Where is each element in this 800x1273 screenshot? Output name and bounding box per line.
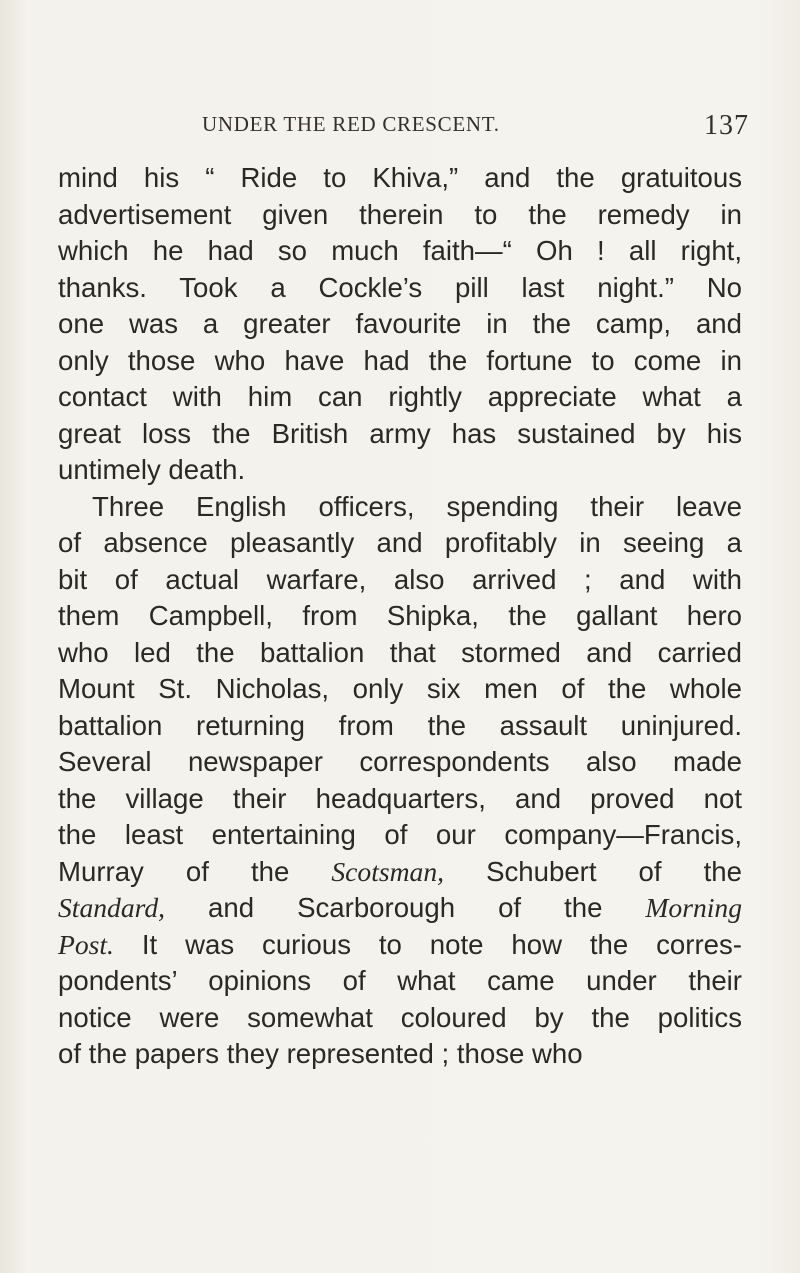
page-number: 137 [704, 110, 749, 141]
italic-title: Standard, [58, 892, 166, 923]
italic-title: Post. [58, 928, 114, 960]
text-line: which he had so much faith—“ Oh ! all right, [58, 235, 742, 266]
running-head: UNDER THE RED CRESCENT. [202, 112, 500, 136]
italic-title: Scotsman, [331, 855, 445, 887]
paragraph-first-line: Three English officers, spending their leave [92, 490, 742, 522]
text-run: and Scarborough of the [165, 892, 646, 923]
text-line: battalion returning from the assault uninjured. [58, 709, 742, 741]
text-line: them Campbell, from Shipka, the gallant hero [58, 600, 742, 631]
text-line: only those who have had the fortune to come in [58, 344, 742, 376]
text-line: Mount St. Nicholas, only six men of the whole [58, 673, 742, 704]
text-run: Schubert of the [444, 855, 742, 887]
text-line: pondents’ opinions of what came under their [58, 965, 742, 996]
text-line [58, 890, 742, 927]
text-line: mind his “ Ride to Khiva,” and the gratuitous [58, 162, 742, 193]
text-run: Murray of the [58, 855, 332, 887]
text-line: bit of actual warfare, also arrived ; and with [58, 563, 742, 595]
text-line: of absence pleasantly and profitably in seeing a [58, 527, 742, 558]
text-line: contact with him can rightly appreciate what a [58, 381, 742, 412]
text-line: one was a greater favourite in the camp, and [58, 308, 742, 339]
text-line: who led the battalion that stormed and carried [58, 636, 742, 668]
text-line: the village their headquarters, and proved not [58, 782, 742, 814]
text-line: great loss the British army has sustained by his [58, 417, 742, 449]
text-line [58, 927, 742, 964]
page-header [0, 112, 800, 148]
text-line [58, 854, 742, 891]
text-line: untimely death. [58, 454, 246, 485]
text-line: Several newspaper correspondents also made [58, 746, 742, 777]
italic-title: Morning [645, 892, 742, 923]
text-line: the least entertaining of our company—Francis, [58, 819, 742, 850]
text-line: thanks. Took a Cockle’s pill last night.” No [58, 271, 742, 303]
body-text [58, 160, 742, 1073]
text-line: advertisement given therein to the remedy in [58, 198, 742, 230]
text-run: It was curious to note how the corres- [113, 928, 742, 960]
text-line: of the papers they represented ; those who [58, 1038, 583, 1069]
text-line: notice were somewhat coloured by the politics [58, 1001, 742, 1033]
